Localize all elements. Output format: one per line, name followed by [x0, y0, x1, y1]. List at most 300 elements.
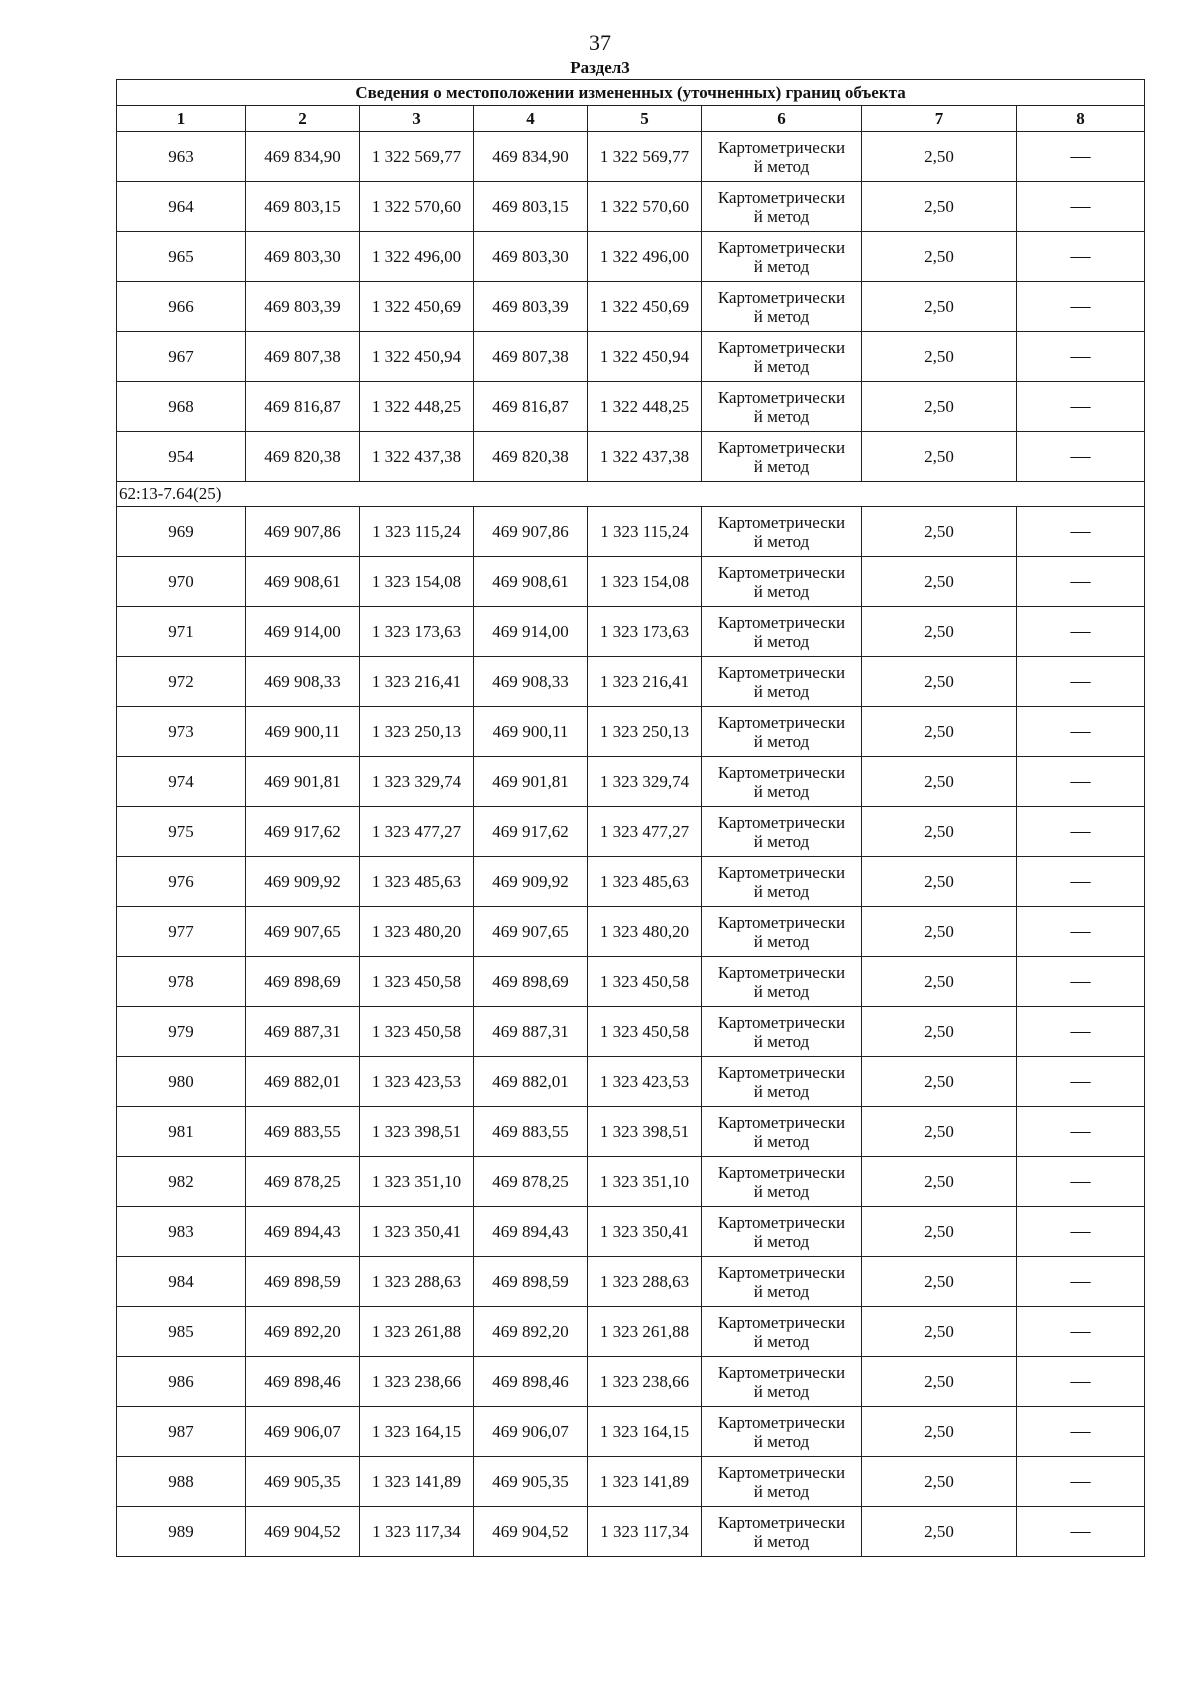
accuracy-cell: 2,50 [862, 707, 1017, 757]
coord-y-cell: 1 323 480,20 [360, 907, 474, 957]
accuracy-cell: 2,50 [862, 1207, 1017, 1257]
method-line-2: й метод [753, 1431, 810, 1451]
coord-x-cell: 469 887,31 [246, 1007, 360, 1057]
method-line-2: й метод [753, 256, 810, 276]
coord-y-cell: 1 323 450,58 [360, 1007, 474, 1057]
coord-x-new-cell: 469 898,59 [474, 1257, 588, 1307]
coord-y-cell: 1 322 450,94 [360, 332, 474, 382]
method-cell [702, 957, 862, 1007]
method-line-2: й метод [753, 981, 810, 1001]
method-line-1: Картометрически [717, 862, 846, 882]
table-row [117, 707, 1145, 757]
method-line-2: й метод [753, 881, 810, 901]
point-number-cell: 987 [117, 1407, 246, 1457]
coord-x-cell: 469 882,01 [246, 1057, 360, 1107]
point-number-cell: 977 [117, 907, 246, 957]
coord-y-new-cell: 1 323 288,63 [588, 1257, 702, 1307]
coord-y-new-cell: 1 323 423,53 [588, 1057, 702, 1107]
point-number-cell: 980 [117, 1057, 246, 1107]
table-row [117, 1357, 1145, 1407]
description-cell: — [1017, 1057, 1145, 1107]
coord-y-cell: 1 323 173,63 [360, 607, 474, 657]
coord-x-cell: 469 907,86 [246, 507, 360, 557]
accuracy-cell: 2,50 [862, 607, 1017, 657]
coord-x-new-cell: 469 803,39 [474, 282, 588, 332]
method-cell [702, 182, 862, 232]
method-line-1: Картометрически [717, 1262, 846, 1282]
method-line-2: й метод [753, 781, 810, 801]
column-number-header: 2 [246, 106, 360, 132]
method-cell [702, 1357, 862, 1407]
coord-y-cell: 1 323 398,51 [360, 1107, 474, 1157]
cadastral-group-label: 62:13-7.64(25) [117, 482, 1145, 507]
method-cell [702, 1207, 862, 1257]
coord-x-new-cell: 469 803,15 [474, 182, 588, 232]
description-cell: — [1017, 557, 1145, 607]
point-number-cell: 967 [117, 332, 246, 382]
coord-x-new-cell: 469 906,07 [474, 1407, 588, 1457]
point-number-cell: 965 [117, 232, 246, 282]
method-cell [702, 1407, 862, 1457]
method-cell [702, 1257, 862, 1307]
accuracy-cell: 2,50 [862, 282, 1017, 332]
coord-x-new-cell: 469 816,87 [474, 382, 588, 432]
coord-x-new-cell: 469 894,43 [474, 1207, 588, 1257]
coord-y-new-cell: 1 323 398,51 [588, 1107, 702, 1157]
table-row [117, 232, 1145, 282]
method-line-1: Картометрически [717, 712, 846, 732]
description-cell: — [1017, 1457, 1145, 1507]
coord-y-new-cell: 1 323 450,58 [588, 1007, 702, 1057]
table-row [117, 182, 1145, 232]
method-cell [702, 907, 862, 957]
coord-x-new-cell: 469 878,25 [474, 1157, 588, 1207]
coord-y-cell: 1 323 261,88 [360, 1307, 474, 1357]
method-line-1: Картометрически [717, 1462, 846, 1482]
method-line-1: Картометрически [717, 912, 846, 932]
accuracy-cell: 2,50 [862, 232, 1017, 282]
table-row [117, 332, 1145, 382]
method-line-1: Картометрически [717, 1312, 846, 1332]
coord-y-new-cell: 1 323 250,13 [588, 707, 702, 757]
method-line-2: й метод [753, 156, 810, 176]
coord-y-new-cell: 1 323 261,88 [588, 1307, 702, 1357]
accuracy-cell: 2,50 [862, 507, 1017, 557]
accuracy-cell: 2,50 [862, 1157, 1017, 1207]
group-row [117, 482, 1145, 507]
accuracy-cell: 2,50 [862, 382, 1017, 432]
table-row [117, 957, 1145, 1007]
column-numbers-row [117, 106, 1145, 132]
method-line-2: й метод [753, 1381, 810, 1401]
table-row [117, 1457, 1145, 1507]
accuracy-cell: 2,50 [862, 957, 1017, 1007]
coord-y-cell: 1 323 115,24 [360, 507, 474, 557]
coord-y-cell: 1 322 570,60 [360, 182, 474, 232]
point-number-cell: 966 [117, 282, 246, 332]
description-cell: — [1017, 1157, 1145, 1207]
method-line-2: й метод [753, 1081, 810, 1101]
method-line-2: й метод [753, 406, 810, 426]
description-cell: — [1017, 1357, 1145, 1407]
method-line-1: Картометрически [717, 437, 846, 457]
coord-x-new-cell: 469 904,52 [474, 1507, 588, 1557]
method-line-1: Картометрически [717, 1112, 846, 1132]
description-cell: — [1017, 1107, 1145, 1157]
accuracy-cell: 2,50 [862, 1457, 1017, 1507]
accuracy-cell: 2,50 [862, 807, 1017, 857]
coord-x-cell: 469 883,55 [246, 1107, 360, 1157]
method-line-1: Картометрически [717, 1212, 846, 1232]
method-cell [702, 507, 862, 557]
description-cell: — [1017, 757, 1145, 807]
coord-x-new-cell: 469 909,92 [474, 857, 588, 907]
method-line-2: й метод [753, 1531, 810, 1551]
table-row [117, 607, 1145, 657]
method-cell [702, 857, 862, 907]
table-row [117, 507, 1145, 557]
method-line-1: Картометрически [717, 612, 846, 632]
accuracy-cell: 2,50 [862, 907, 1017, 957]
coord-y-new-cell: 1 323 238,66 [588, 1357, 702, 1407]
point-number-cell: 989 [117, 1507, 246, 1557]
table-body [117, 132, 1145, 1557]
method-line-2: й метод [753, 1231, 810, 1251]
table-row [117, 132, 1145, 182]
method-line-1: Картометрически [717, 137, 846, 157]
point-number-cell: 988 [117, 1457, 246, 1507]
coord-y-cell: 1 322 496,00 [360, 232, 474, 282]
method-line-1: Картометрически [717, 1512, 846, 1532]
coord-x-cell: 469 892,20 [246, 1307, 360, 1357]
coord-x-new-cell: 469 917,62 [474, 807, 588, 857]
accuracy-cell: 2,50 [862, 1307, 1017, 1357]
coord-x-cell: 469 820,38 [246, 432, 360, 482]
coord-x-new-cell: 469 898,69 [474, 957, 588, 1007]
coord-x-cell: 469 878,25 [246, 1157, 360, 1207]
coord-y-new-cell: 1 323 480,20 [588, 907, 702, 957]
coord-x-cell: 469 908,33 [246, 657, 360, 707]
method-cell [702, 282, 862, 332]
coord-y-new-cell: 1 323 117,34 [588, 1507, 702, 1557]
accuracy-cell: 2,50 [862, 432, 1017, 482]
coord-y-new-cell: 1 323 477,27 [588, 807, 702, 857]
page-number: 37 [589, 30, 611, 55]
description-cell: — [1017, 607, 1145, 657]
coord-y-cell: 1 322 437,38 [360, 432, 474, 482]
table-row [117, 1507, 1145, 1557]
accuracy-cell: 2,50 [862, 1507, 1017, 1557]
method-line-1: Картометрически [717, 812, 846, 832]
accuracy-cell: 2,50 [862, 1407, 1017, 1457]
coord-y-cell: 1 323 238,66 [360, 1357, 474, 1407]
description-cell: — [1017, 957, 1145, 1007]
method-line-2: й метод [753, 1481, 810, 1501]
point-number-cell: 964 [117, 182, 246, 232]
coord-y-new-cell: 1 322 450,69 [588, 282, 702, 332]
coord-y-cell: 1 322 569,77 [360, 132, 474, 182]
table-row [117, 757, 1145, 807]
coord-x-new-cell: 469 803,30 [474, 232, 588, 282]
point-number-cell: 979 [117, 1007, 246, 1057]
coord-x-new-cell: 469 908,33 [474, 657, 588, 707]
column-number-header: 1 [117, 106, 246, 132]
accuracy-cell: 2,50 [862, 857, 1017, 907]
coord-x-new-cell: 469 900,11 [474, 707, 588, 757]
method-cell [702, 432, 862, 482]
coord-x-new-cell: 469 807,38 [474, 332, 588, 382]
coord-y-new-cell: 1 322 448,25 [588, 382, 702, 432]
coord-x-new-cell: 469 907,86 [474, 507, 588, 557]
column-number-header: 7 [862, 106, 1017, 132]
method-line-2: й метод [753, 1131, 810, 1151]
method-line-1: Картометрически [717, 512, 846, 532]
coord-x-new-cell: 469 883,55 [474, 1107, 588, 1157]
coord-y-new-cell: 1 323 216,41 [588, 657, 702, 707]
coord-y-new-cell: 1 322 569,77 [588, 132, 702, 182]
coord-y-cell: 1 323 329,74 [360, 757, 474, 807]
method-line-2: й метод [753, 206, 810, 226]
table-row [117, 1257, 1145, 1307]
coord-x-cell: 469 900,11 [246, 707, 360, 757]
method-cell [702, 607, 862, 657]
method-line-2: й метод [753, 1281, 810, 1301]
method-line-1: Картометрически [717, 1012, 846, 1032]
coord-x-cell: 469 907,65 [246, 907, 360, 957]
method-cell [702, 807, 862, 857]
coord-y-cell: 1 323 450,58 [360, 957, 474, 1007]
description-cell: — [1017, 707, 1145, 757]
coord-x-cell: 469 803,39 [246, 282, 360, 332]
description-cell: — [1017, 282, 1145, 332]
description-cell: — [1017, 1207, 1145, 1257]
method-line-2: й метод [753, 356, 810, 376]
method-line-1: Картометрически [717, 387, 846, 407]
boundary-table [116, 79, 1145, 1557]
method-line-2: й метод [753, 731, 810, 751]
coord-y-cell: 1 323 351,10 [360, 1157, 474, 1207]
point-number-cell: 973 [117, 707, 246, 757]
coord-y-cell: 1 323 250,13 [360, 707, 474, 757]
method-cell [702, 1157, 862, 1207]
method-line-2: й метод [753, 931, 810, 951]
coord-y-cell: 1 323 350,41 [360, 1207, 474, 1257]
accuracy-cell: 2,50 [862, 132, 1017, 182]
point-number-cell: 976 [117, 857, 246, 907]
coord-y-new-cell: 1 323 351,10 [588, 1157, 702, 1207]
method-cell [702, 382, 862, 432]
method-line-1: Картометрически [717, 762, 846, 782]
method-line-1: Картометрически [717, 337, 846, 357]
description-cell: — [1017, 1257, 1145, 1307]
method-line-1: Картометрически [717, 287, 846, 307]
coord-y-new-cell: 1 323 173,63 [588, 607, 702, 657]
coord-x-cell: 469 898,59 [246, 1257, 360, 1307]
table-row [117, 557, 1145, 607]
description-cell: — [1017, 1507, 1145, 1557]
method-line-2: й метод [753, 681, 810, 701]
accuracy-cell: 2,50 [862, 1257, 1017, 1307]
coord-x-new-cell: 469 882,01 [474, 1057, 588, 1107]
coord-x-cell: 469 904,52 [246, 1507, 360, 1557]
table-row [117, 807, 1145, 857]
method-cell [702, 707, 862, 757]
method-line-2: й метод [753, 581, 810, 601]
method-line-1: Картометрически [717, 1162, 846, 1182]
method-line-2: й метод [753, 1031, 810, 1051]
method-line-1: Картометрически [717, 962, 846, 982]
description-cell: — [1017, 807, 1145, 857]
coord-y-new-cell: 1 323 141,89 [588, 1457, 702, 1507]
coord-x-cell: 469 898,69 [246, 957, 360, 1007]
table-row [117, 282, 1145, 332]
coord-y-new-cell: 1 323 450,58 [588, 957, 702, 1007]
accuracy-cell: 2,50 [862, 1357, 1017, 1407]
method-cell [702, 332, 862, 382]
coord-x-cell: 469 803,15 [246, 182, 360, 232]
method-cell [702, 1307, 862, 1357]
point-number-cell: 968 [117, 382, 246, 432]
coord-x-new-cell: 469 892,20 [474, 1307, 588, 1357]
coord-y-new-cell: 1 322 570,60 [588, 182, 702, 232]
method-line-2: й метод [753, 1181, 810, 1201]
coord-x-new-cell: 469 898,46 [474, 1357, 588, 1407]
accuracy-cell: 2,50 [862, 1057, 1017, 1107]
method-line-1: Картометрически [717, 562, 846, 582]
method-line-1: Картометрически [717, 1412, 846, 1432]
point-number-cell: 972 [117, 657, 246, 707]
coord-y-cell: 1 323 216,41 [360, 657, 474, 707]
coord-x-cell: 469 909,92 [246, 857, 360, 907]
method-cell [702, 757, 862, 807]
coord-x-new-cell: 469 901,81 [474, 757, 588, 807]
coord-y-cell: 1 322 448,25 [360, 382, 474, 432]
point-number-cell: 983 [117, 1207, 246, 1257]
column-number-header: 4 [474, 106, 588, 132]
method-line-1: Картометрически [717, 237, 846, 257]
coord-x-cell: 469 807,38 [246, 332, 360, 382]
method-cell [702, 1007, 862, 1057]
coord-y-cell: 1 323 485,63 [360, 857, 474, 907]
description-cell: — [1017, 507, 1145, 557]
table-row [117, 1207, 1145, 1257]
point-number-cell: 971 [117, 607, 246, 657]
point-number-cell: 969 [117, 507, 246, 557]
accuracy-cell: 2,50 [862, 757, 1017, 807]
coord-x-cell: 469 803,30 [246, 232, 360, 282]
method-line-1: Картометрически [717, 662, 846, 682]
method-line-1: Картометрически [717, 1062, 846, 1082]
method-line-2: й метод [753, 631, 810, 651]
coord-x-new-cell: 469 905,35 [474, 1457, 588, 1507]
coord-y-cell: 1 323 154,08 [360, 557, 474, 607]
point-number-cell: 981 [117, 1107, 246, 1157]
coord-y-cell: 1 323 164,15 [360, 1407, 474, 1457]
coord-y-new-cell: 1 323 154,08 [588, 557, 702, 607]
method-line-1: Картометрически [717, 1362, 846, 1382]
accuracy-cell: 2,50 [862, 657, 1017, 707]
coord-y-cell: 1 323 423,53 [360, 1057, 474, 1107]
accuracy-cell: 2,50 [862, 1107, 1017, 1157]
coord-x-new-cell: 469 914,00 [474, 607, 588, 657]
point-number-cell: 984 [117, 1257, 246, 1307]
method-cell [702, 557, 862, 607]
coord-y-new-cell: 1 322 437,38 [588, 432, 702, 482]
method-cell [702, 1457, 862, 1507]
coord-x-new-cell: 469 834,90 [474, 132, 588, 182]
method-line-2: й метод [753, 831, 810, 851]
method-cell [702, 1107, 862, 1157]
coord-x-cell: 469 901,81 [246, 757, 360, 807]
table-row [117, 1307, 1145, 1357]
table-row [117, 1407, 1145, 1457]
coord-y-new-cell: 1 323 164,15 [588, 1407, 702, 1457]
table-row [117, 907, 1145, 957]
description-cell: — [1017, 232, 1145, 282]
description-cell: — [1017, 432, 1145, 482]
coord-y-cell: 1 323 141,89 [360, 1457, 474, 1507]
coord-x-new-cell: 469 908,61 [474, 557, 588, 607]
accuracy-cell: 2,50 [862, 1007, 1017, 1057]
point-number-cell: 975 [117, 807, 246, 857]
point-number-cell: 974 [117, 757, 246, 807]
description-cell: — [1017, 1307, 1145, 1357]
method-cell [702, 657, 862, 707]
point-number-cell: 978 [117, 957, 246, 1007]
point-number-cell: 970 [117, 557, 246, 607]
description-cell: — [1017, 182, 1145, 232]
method-line-2: й метод [753, 1331, 810, 1351]
point-number-cell: 963 [117, 132, 246, 182]
coord-y-new-cell: 1 323 485,63 [588, 857, 702, 907]
coord-y-new-cell: 1 322 450,94 [588, 332, 702, 382]
point-number-cell: 954 [117, 432, 246, 482]
coord-x-cell: 469 834,90 [246, 132, 360, 182]
method-cell [702, 232, 862, 282]
coord-y-new-cell: 1 323 329,74 [588, 757, 702, 807]
method-cell [702, 1057, 862, 1107]
table-row [117, 382, 1145, 432]
table-row [117, 657, 1145, 707]
coord-y-cell: 1 322 450,69 [360, 282, 474, 332]
coord-x-cell: 469 894,43 [246, 1207, 360, 1257]
table-row [117, 1157, 1145, 1207]
table-row [117, 1007, 1145, 1057]
method-line-2: й метод [753, 456, 810, 476]
method-line-2: й метод [753, 306, 810, 326]
description-cell: — [1017, 1007, 1145, 1057]
description-cell: — [1017, 907, 1145, 957]
column-number-header: 3 [360, 106, 474, 132]
coord-x-new-cell: 469 887,31 [474, 1007, 588, 1057]
table-row [117, 1107, 1145, 1157]
table-row [117, 1057, 1145, 1107]
coord-x-cell: 469 908,61 [246, 557, 360, 607]
method-line-1: Картометрически [717, 187, 846, 207]
section-title: Раздел3 [570, 58, 630, 77]
method-cell [702, 1507, 862, 1557]
description-cell: — [1017, 857, 1145, 907]
coord-x-cell: 469 917,62 [246, 807, 360, 857]
description-cell: — [1017, 382, 1145, 432]
column-number-header: 5 [588, 106, 702, 132]
method-cell [702, 132, 862, 182]
coord-x-cell: 469 898,46 [246, 1357, 360, 1407]
coord-x-new-cell: 469 907,65 [474, 907, 588, 957]
point-number-cell: 986 [117, 1357, 246, 1407]
point-number-cell: 982 [117, 1157, 246, 1207]
table-caption: Сведения о местоположении измененных (уточненных) границ объекта [117, 80, 1145, 106]
